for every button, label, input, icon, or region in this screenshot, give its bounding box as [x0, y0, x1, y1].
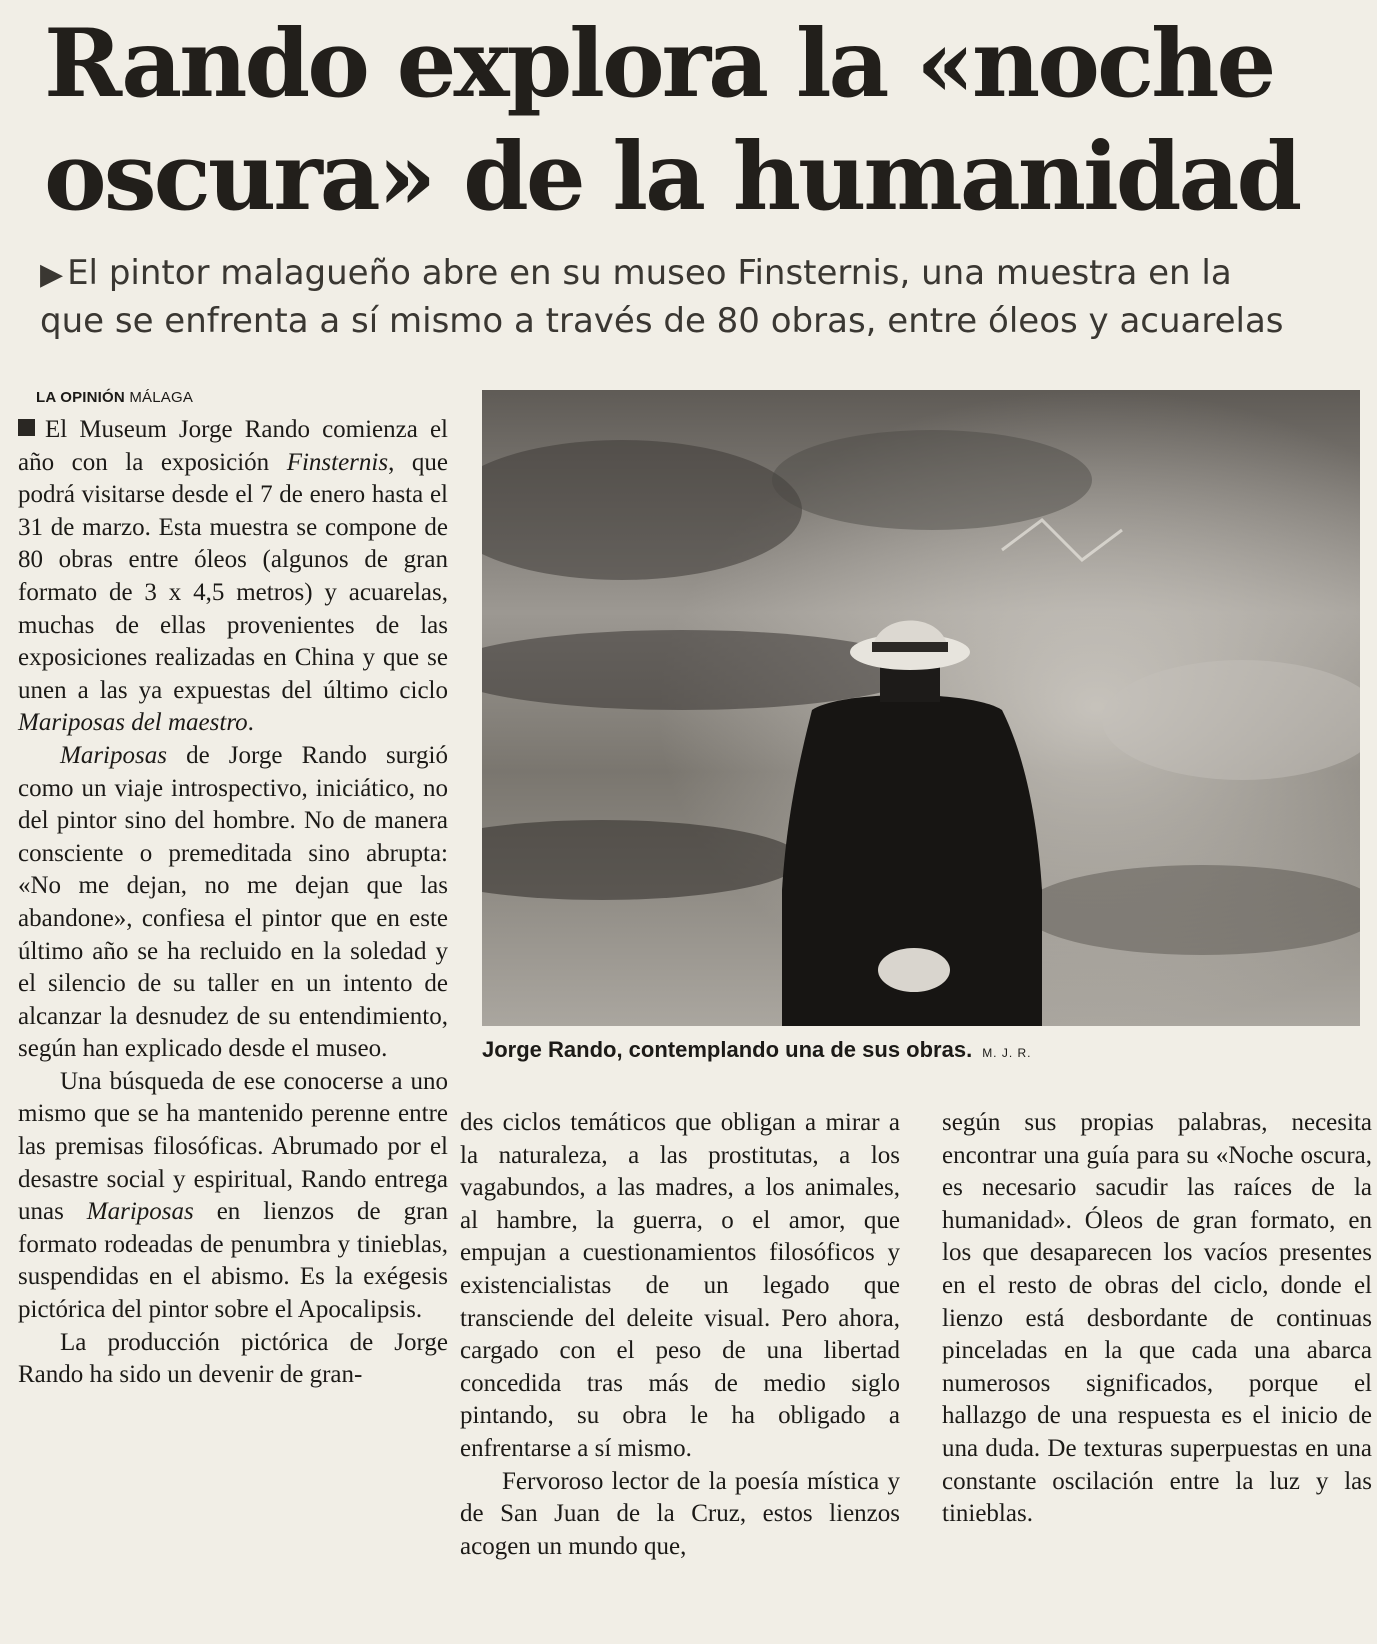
article-photo	[482, 390, 1360, 1026]
caption-text: Jorge Rando, contemplando una de sus obras.	[482, 1037, 973, 1062]
photo-caption	[482, 1037, 1032, 1063]
photo-credit: M. J. R.	[982, 1046, 1032, 1060]
article-column-1	[18, 414, 448, 1392]
paragraph-5: Fervoroso lector de la poesía mística y de San Juan de la Cruz, estos lienzos acogen un mundo que,	[460, 1467, 900, 1560]
paragraph-5-continued: según sus propias palabras, necesita encontrar una guía para su «Noche oscura, es necesario sacudir las raíces de la humanidad». Óleos de gran formato, en los que desaparecen los vacíos presentes en el resto de obras del ciclo, donde el lienzo está desbordante de continuas pinceladas en la que cada una abarca numerosos significados, porque el hallazgo de una respuesta es el inicio de una duda. De texturas superpuestas en una constante oscilación entre la luz y las tinieblas.	[942, 1109, 1372, 1528]
subheadline	[40, 250, 1340, 344]
byline-outlet: LA OPINIÓN	[36, 389, 125, 406]
headline-line-2: oscura» de la humanidad	[44, 122, 1300, 232]
paragraph-4-continued: des ciclos temáticos que obligan a mirar a la naturaleza, a las prostitutas, a los vagabundos, a las madres, a los animales, al hambre, la guerra, o el amor, que empujan a cuestionamientos filosóficos y existencialistas de un legado que transciende del deleite visual. Pero ahora, cargado con el peso de una libertad concedida tras más de medio siglo pintando, su obra le ha obligado a enfrentarse a sí mismo.	[460, 1109, 900, 1462]
paragraph-2: Mariposas de Jorge Rando surgió como un viaje introspectivo, iniciático, no del pintor sino del hombre. No de manera consciente o premeditada sino abrupta: «No me dejan, no me dejan que las abandone», confiesa el pintor que en este último año se ha recluido en la soledad y el silencio de su taller en un intento de alcanzar la desnudez de su entendimiento, según han explicado desde el museo.	[18, 741, 448, 1063]
headline	[44, 8, 1344, 234]
paragraph-1: El Museum Jorge Rando comienza el año con la exposición Finsternis, que podrá visitarse desde el 7 de enero hasta el 31 de marzo. Esta muestra se compone de 80 obras entre óleos (algunos de gran formato de 3 x 4,5 metros) y acuarelas, muchas de ellas provenientes de las exposiciones realizadas en China y que se unen a las ya expuestas del último ciclo Mariposas del maestro.	[18, 416, 448, 737]
article-column-2	[460, 1107, 900, 1563]
square-bullet-icon	[18, 419, 35, 436]
headline-line-1: Rando explora la «noche	[44, 9, 1274, 119]
triangle-right-icon: ▶	[40, 257, 64, 292]
paragraph-3: Una búsqueda de ese conocerse a uno mismo que se ha mantenido perenne entre las premisas filosóficas. Abrumado por el desastre social y espiritual, Rando entrega unas Mariposas en lienzos de gran formato rodeadas de penumbra y tinieblas, suspendidas en el abismo. Es la exégesis pictórica del pintor sobre el Apocalipsis.	[18, 1067, 448, 1324]
subheadline-line-2: que se enfrenta a sí mismo a través de 80 obras, entre óleos y acuarelas	[40, 301, 1284, 341]
subheadline-text-1: El pintor malagueño abre en su museo Finsternis, una muestra en la	[67, 253, 1232, 293]
byline-city: MÁLAGA	[129, 389, 194, 406]
exhibition-title: Finsternis	[286, 448, 389, 476]
series-title: Mariposas del maestro	[18, 709, 248, 737]
paragraph-4-start: La producción pictórica de Jorge Rando ha sido un devenir de gran-	[18, 1328, 448, 1389]
subheadline-line-1	[40, 250, 1340, 298]
byline	[36, 389, 193, 406]
article-column-3	[942, 1107, 1372, 1531]
